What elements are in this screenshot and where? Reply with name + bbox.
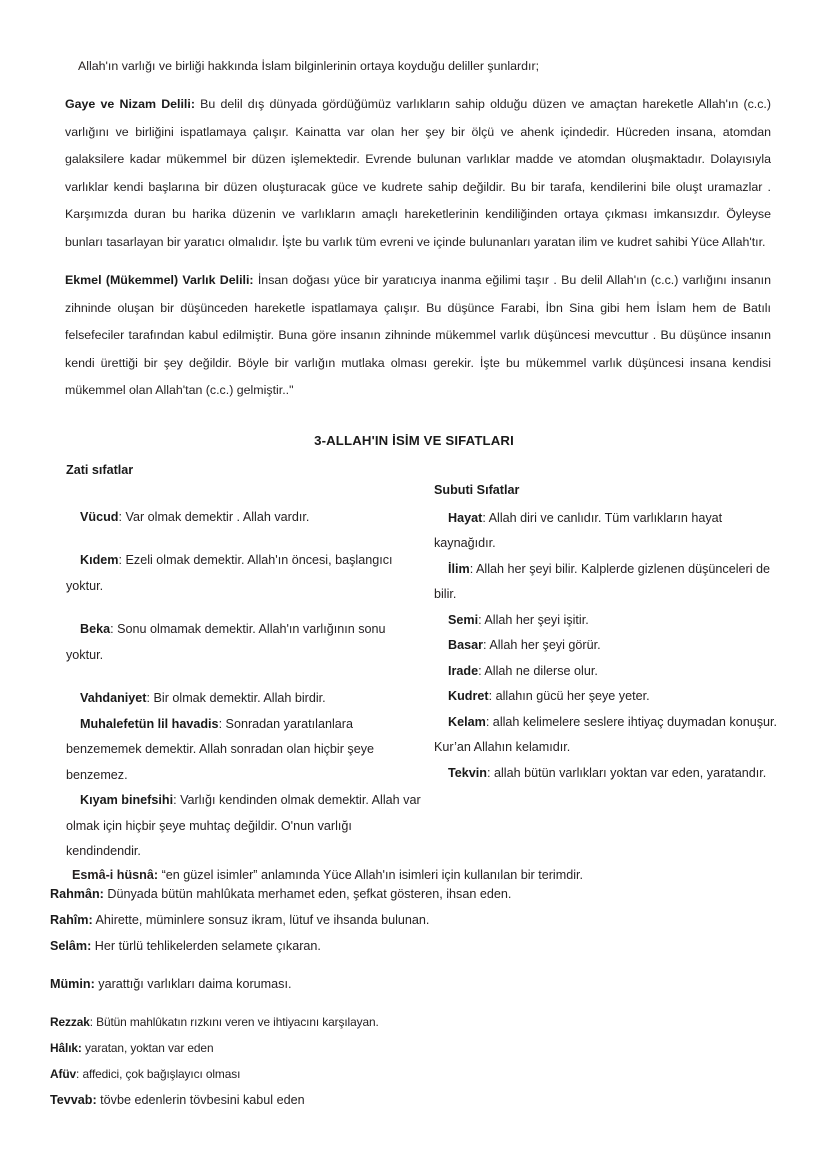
attribute-name-kelam: Kelam: [448, 714, 486, 729]
attribute-name-muhalefetun-lil-havadis: Muhalefetün lil havadis: [80, 716, 219, 731]
attribute-desc-kidem: : Ezeli olmak demektir. Allah'ın öncesi, başlangıcı yoktur.: [66, 553, 393, 593]
attribute-name-hayat: Hayat: [448, 510, 483, 525]
attribute-desc-vahdaniyet: : Bir olmak demektir. Allah birdir.: [146, 691, 326, 705]
column-title-zati-sifatlar: Zati sıfatlar: [66, 463, 134, 477]
column-subuti-sifatlar: [434, 478, 784, 786]
attribute-desc-irade: : Allah ne dilerse olur.: [478, 663, 598, 678]
esma-i-husna-intro: [50, 868, 780, 882]
attribute-name-semi: Semi: [448, 612, 479, 627]
esma-desc-rahman: Dünyada bütün mahlûkata merhamet eden, şefkat gösteren, ihsan eden.: [103, 887, 512, 901]
attribute-desc-basar: : Allah her şeyi görür.: [483, 638, 601, 652]
section-heading: 3-ALLAH'IN İSİM VE SIFATLARI: [314, 432, 514, 448]
esma-name-tevvab: Tevvab:: [50, 1093, 97, 1107]
esma-desc-rezzak: : Bütün mahlûkatın rızkını veren ve ihtiyacını karşılayan.: [89, 1015, 379, 1029]
attribute-beka: [66, 617, 426, 668]
attribute-ilim: [434, 557, 784, 608]
attribute-name-ilim: İlim: [448, 561, 470, 576]
attribute-hayat: [434, 506, 784, 557]
intro-paragraph: Allah'ın varlığı ve birliği hakkında İslam bilginlerinin ortaya koyduğu deliller şunlardır;: [78, 59, 540, 74]
esma-desc-selam: Her türlü tehlikelerden selamete çıkaran.: [91, 939, 321, 953]
esma-item-rezzak: [50, 1009, 780, 1035]
attribute-muhalefetun-lil-havadis: [66, 712, 426, 789]
attribute-name-kudret: Kudret: [448, 689, 489, 703]
attribute-tekvin: [434, 761, 784, 787]
attribute-desc-ilim: : Allah her şeyi bilir. Kalplerde gizlenen düşünceleri de bilir.: [434, 561, 771, 601]
attribute-vahdaniyet: [66, 686, 426, 712]
attribute-name-kidem: Kıdem: [80, 553, 119, 567]
esma-item-mumin: [50, 971, 780, 997]
attribute-irade: [434, 659, 784, 685]
esma-item-halik: [50, 1035, 780, 1061]
attribute-name-irade: Irade: [448, 663, 479, 678]
attribute-name-vahdaniyet: Vahdaniyet: [80, 691, 147, 705]
esma-item-tevvab: [50, 1087, 780, 1113]
attribute-desc-semi: : Allah her şeyi işitir.: [478, 612, 589, 627]
attribute-vucud: [66, 505, 426, 531]
attribute-kidem: [66, 548, 426, 599]
proof-title-ekmel-varlik: Ekmel (Mükemmel) Varlık Delili:: [65, 273, 254, 288]
attribute-desc-kudret: : allahın gücü her şeye yeter.: [488, 689, 650, 703]
esma-name-afuv: Afüv: [50, 1067, 77, 1081]
esma-item-afuv: [50, 1061, 780, 1087]
esma-i-husna-definition: “en güzel isimler” anlamında Yüce Allah'ın isimleri için kullanılan bir terimdir.: [158, 867, 584, 882]
esma-name-selam: Selâm:: [50, 939, 92, 953]
attribute-basar: [434, 633, 784, 659]
attribute-desc-beka: : Sonu olmamak demektir. Allah'ın varlığının sonu yoktur.: [66, 622, 386, 662]
attribute-desc-kiyam-binefsihi: : Varlığı kendinden olmak demektir. Allah var olmak için hiçbir şeye muhtaç değildir. O'nun varlığı kendindendir.: [66, 793, 421, 858]
proof-title-gaye-ve-nizam: Gaye ve Nizam Delili:: [65, 97, 195, 112]
esma-desc-rahim: Ahirette, müminlere sonsuz ikram, lütuf ve ihsanda bulunan.: [92, 913, 430, 927]
column-zati-sifatlar: [66, 458, 426, 865]
esma-desc-tevvab: tövbe edenlerin tövbesini kabul eden: [96, 1093, 305, 1107]
attribute-desc-muhalefetun-lil-havadis: : Sonradan yaratılanlara benzememek demektir. Allah sonradan olan hiçbir şeye benzemez.: [66, 716, 375, 782]
esma-i-husna-term: Esmâ-i hüsnâ:: [72, 867, 159, 882]
attribute-desc-kelam: : allah kelimelere seslere ihtiyaç duymadan konuşur. Kur’an Allahın kelamıdır.: [434, 714, 778, 754]
attribute-name-vucud: Vücud: [80, 509, 119, 524]
attribute-semi: [434, 608, 784, 634]
proof-body-ekmel-varlik: İnsan doğası yüce bir yaratıcıya inanma eğilimi taşır . Bu delil Allah'ın (c.c.) varlığını insanın zihninde oluşan bir düşünceden hareketle ispatlamaya çalışır. Bu düşünce Farabi, İbn Sina gibi hem İslam hem de Batılı felsefeciler tarafından kabul edilmiştir. Buna göre insanın zihninde mükemmel varlık düşüncesi mevcuttur . Bu düşünce insanın kendi ürettiği bir şey değildir. Böyle bir varlığın mutlaka olması gerekir. İşte bu mükemmel varlık düşüncesi insana kendisi mükemmel olan Allah'tan (c.c.) gelmiştir..": [65, 273, 771, 398]
attribute-desc-hayat: : Allah diri ve canlıdır. Tüm varlıkların hayat kaynağıdır.: [434, 510, 723, 550]
esma-desc-mumin: yarattığı varlıkları daima koruması.: [94, 977, 292, 991]
attribute-kudret: [434, 684, 784, 710]
proof-ekmel-varlik: [65, 267, 771, 405]
esma-i-husna-list: [50, 881, 780, 1113]
attribute-name-kiyam-binefsihi: Kıyam binefsihi: [80, 793, 174, 807]
esma-item-selam: [50, 933, 780, 959]
attribute-name-tekvin: Tekvin: [448, 765, 487, 780]
attribute-name-basar: Basar: [448, 638, 484, 652]
esma-name-halik: Hâlık:: [50, 1041, 82, 1055]
esma-name-mumin: Mümin:: [50, 977, 95, 991]
proof-body-gaye-ve-nizam: Bu delil dış dünyada gördüğümüz varlıkların sahip olduğu düzen ve amaçtan hareketle Allah'ın (c.c.) varlığını ve birliğini ispatlamaya çalışır. Kainatta var olan her şey bir ölçü ve ahenk içindedir. Hücreden insana, atomdan galaksilere kadar mükemmel bir düzen işlemektedir. Evrende bulunan varlıklar madde ve atomdan oluşmaktadır. Dolayısıyla varlıklar kendi başlarına bir düzen oluşturacak güce ve kudrete sahip değildir. Bu bir tarafa, kendilerini bile oluşt uramazlar . Karşımızda duran bu harika düzenin ve varlıkların amaçlı hareketlerinin kendiliğinden ortaya çıkması imkansızdır. Öyleyse bunları tasarlayan bir yaratıcı olmalıdır. İşte bu varlık tüm evreni ve içinde bulunanları yaratan ilim ve kudret sahibi Yüce Allah'tır.: [65, 97, 771, 249]
esma-name-rahim: Rahîm:: [50, 913, 93, 927]
attribute-name-beka: Beka: [80, 622, 111, 636]
proof-gaye-ve-nizam: [65, 91, 771, 256]
column-title-subuti-sifatlar: Subuti Sıfatlar: [434, 483, 520, 497]
esma-item-rahman: [50, 881, 780, 907]
esma-item-rahim: [50, 907, 780, 933]
attribute-desc-vucud: : Var olmak demektir . Allah vardır.: [118, 509, 310, 524]
esma-name-rezzak: Rezzak: [50, 1015, 90, 1029]
attribute-kelam: [434, 710, 784, 761]
attribute-kiyam-binefsihi: [66, 788, 426, 865]
esma-desc-afuv: : affedici, çok bağışlayıcı olması: [76, 1067, 241, 1081]
esma-desc-halik: yaratan, yoktan var eden: [81, 1041, 214, 1055]
esma-name-rahman: Rahmân:: [50, 887, 104, 901]
attribute-desc-tekvin: : allah bütün varlıkları yoktan var eden, yaratandır.: [486, 765, 767, 780]
